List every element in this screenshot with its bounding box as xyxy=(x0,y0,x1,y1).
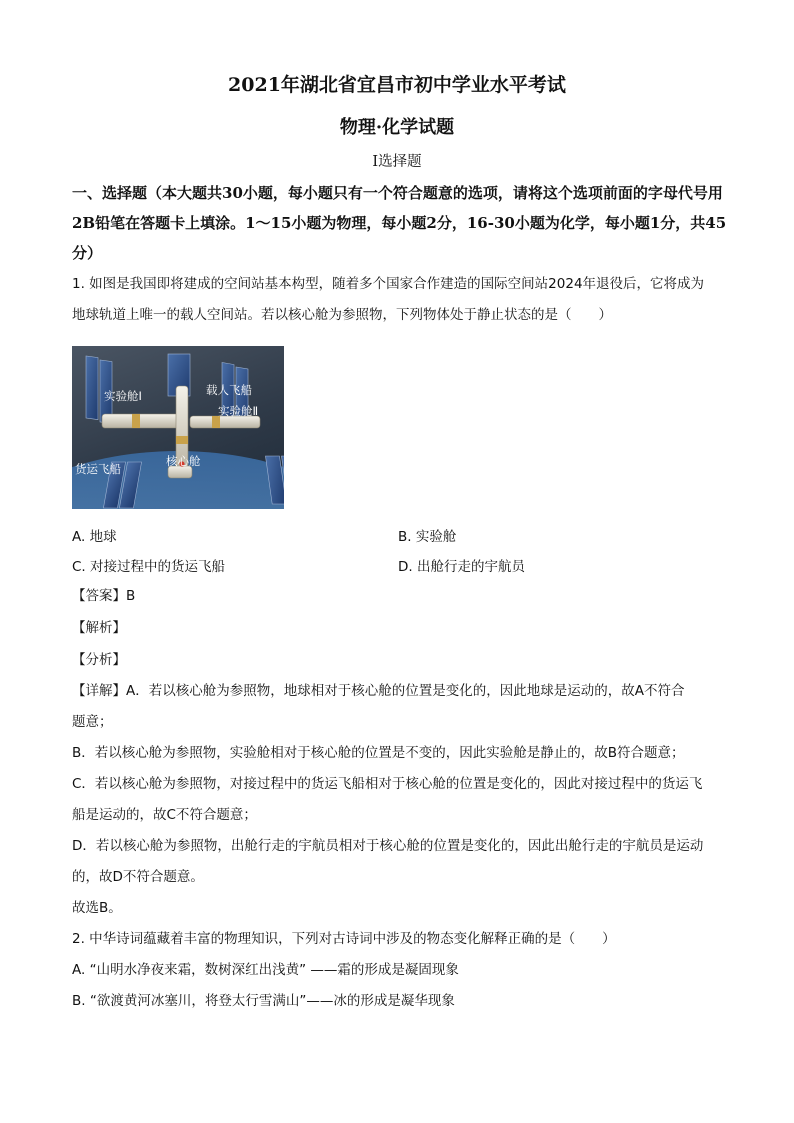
section-heading: 一、选择题（本大题共30小题，每小题只有一个符合题意的选项，请将这个选项前面的字母代号用2B铅笔在答题卡上填涂。1～15小题为物理，每小题2分，16-30小题为化学，每小题1分，共45分） xyxy=(72,184,727,262)
exam-title: 2021年湖北省宜昌市初中学业水平考试 xyxy=(228,74,566,96)
q1-option-a: A. 地球 xyxy=(72,529,117,545)
q2-option-a: A. “山明水净夜来霜，数树深红出浅黄” ——霜的形成是凝固现象 xyxy=(72,962,459,978)
q1-fenxi-label: 【分析】 xyxy=(72,652,126,668)
label-crew-ship: 载人飞船 xyxy=(206,383,252,397)
part-heading: I选择题 xyxy=(372,154,422,170)
space-station-illustration xyxy=(72,346,284,509)
q1-detail-line: 的，故D不符合题意。 xyxy=(72,869,204,885)
label-cargo-ship: 货运飞船 xyxy=(75,462,121,476)
space-station-figure xyxy=(72,346,284,509)
label-core-module: 核心舱 xyxy=(166,454,201,468)
q1-detail-line: 【详解】A．若以核心舱为参照物，地球相对于核心舱的位置是变化的，因此地球是运动的，故A不符合 xyxy=(72,683,685,699)
q1-detail-line: 故选B。 xyxy=(72,900,122,916)
exam-subtitle: 物理·化学试题 xyxy=(339,117,455,138)
q2-option-b: B. “欲渡黄河冰塞川，将登太行雪满山”——冰的形成是凝华现象 xyxy=(72,993,455,1009)
q2-stem: 2. 中华诗词蕴藏着丰富的物理知识，下列对古诗词中涉及的物态变化解释正确的是（ ） xyxy=(72,931,616,947)
q1-option-d: D. 出舱行走的宇航员 xyxy=(398,559,525,575)
q1-detail-line: B．若以核心舱为参照物，实验舱相对于核心舱的位置是不变的，因此实验舱是静止的，故B符合题意； xyxy=(72,745,685,761)
label-lab-module-2: 实验舱Ⅱ xyxy=(218,404,259,418)
q1-stem-line-1: 1. 如图是我国即将建成的空间站基本构型，随着多个国家合作建造的国际空间站2024年退役后，它将成为 xyxy=(72,276,705,292)
q1-detail-line: 船是运动的，故C不符合题意； xyxy=(72,807,257,823)
q1-detail-line: 题意； xyxy=(72,714,113,730)
q1-stem-line-2: 地球轨道上唯一的载人空间站。若以核心舱为参照物，下列物体处于静止状态的是（ ） xyxy=(72,307,612,323)
q1-analysis-label: 【解析】 xyxy=(72,620,126,636)
q1-answer: 【答案】B xyxy=(72,588,136,604)
q1-detail-line: C．若以核心舱为参照物，对接过程中的货运飞船相对于核心舱的位置是变化的，因此对接过程中的货运飞 xyxy=(72,776,703,792)
q1-detail-line: D．若以核心舱为参照物，出舱行走的宇航员相对于核心舱的位置是变化的，因此出舱行走的宇航员是运动 xyxy=(72,838,704,854)
q1-option-c: C. 对接过程中的货运飞船 xyxy=(72,559,226,575)
label-lab-module-1: 实验舱Ⅰ xyxy=(104,389,142,403)
q1-option-b: B. 实验舱 xyxy=(398,529,457,545)
